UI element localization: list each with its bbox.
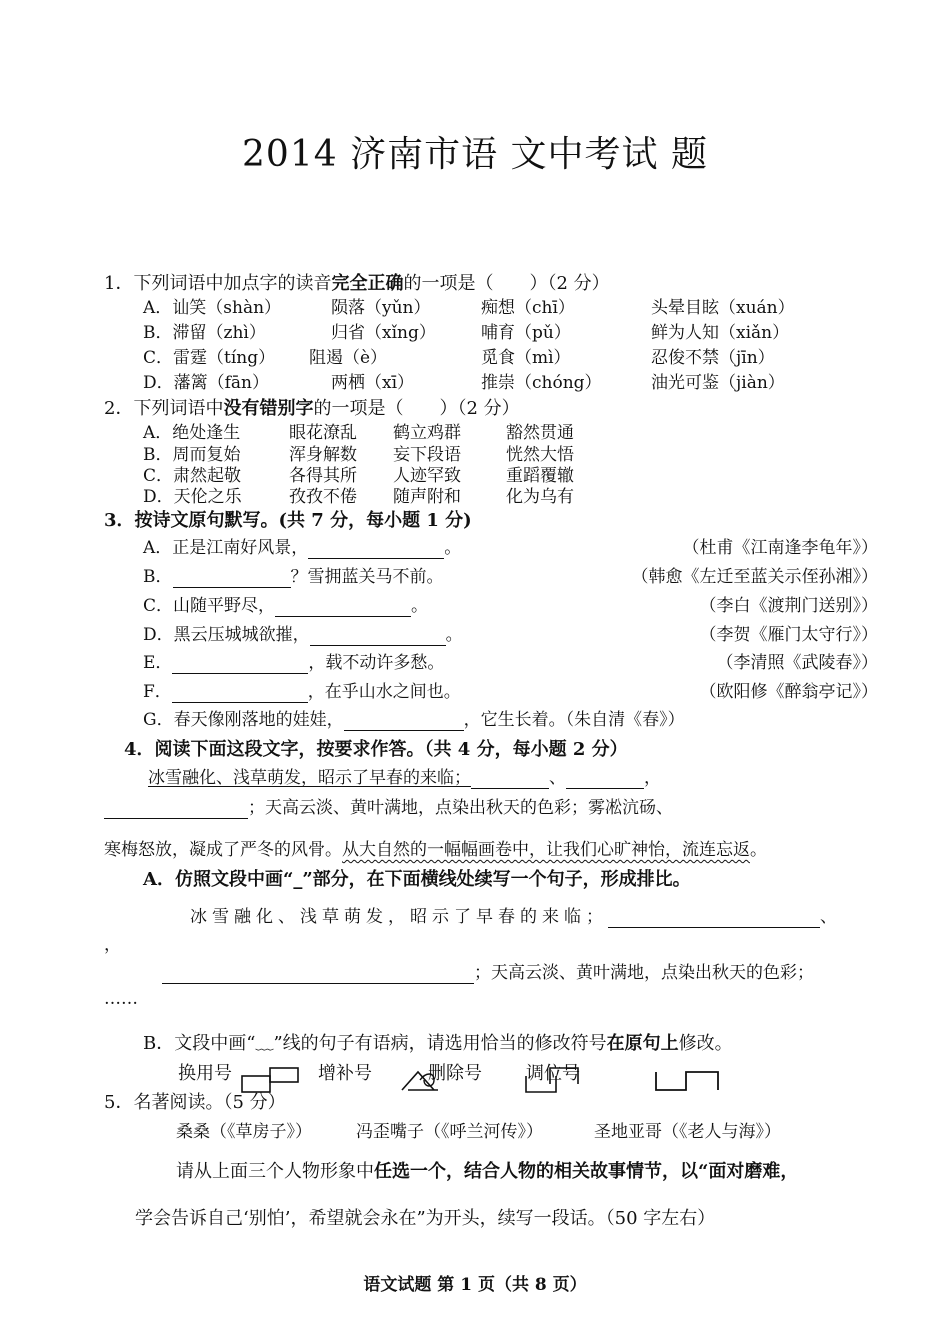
q1-option-c-word4: 忍俊不禁（jīn） xyxy=(651,348,775,368)
q4-passage-blank1[interactable] xyxy=(471,771,549,789)
q3-item-f-source: （欧阳修《醉翁亭记》） xyxy=(699,682,878,702)
q3-item-d-text: D．黑云压城城欲摧， xyxy=(143,625,310,645)
q4-a-blank1[interactable] xyxy=(608,910,820,928)
q3-item-b xyxy=(143,566,444,588)
q1-option-c-word2: 阻遏（è） xyxy=(309,348,388,368)
q4-passage-sep2: ， xyxy=(644,768,661,788)
q1-stem-tail: 的一项是（ ）（2 分） xyxy=(403,273,610,294)
q1-option-b-word4: 鲜为人知（xiǎn） xyxy=(651,323,790,343)
q3-item-g-text: G．春天像刚落地的娃娃， xyxy=(143,710,344,730)
q5-character-1: 桑桑（《草房子》） xyxy=(176,1122,312,1142)
page-footer: 语文试题 第 1 页（共 8 页） xyxy=(363,1275,587,1295)
q2-option-b-word4: 恍然大悟 xyxy=(506,445,574,465)
q4-a-line1-end: 、 xyxy=(820,907,842,927)
q3-item-f xyxy=(143,681,461,703)
q1-option-d-word4: 油光可鉴（jiàn） xyxy=(651,373,785,393)
q2-stem-emphasis: 没有错别字 xyxy=(223,398,314,419)
q2-stem xyxy=(104,398,520,420)
q1-stem-emphasis: 完全正确 xyxy=(331,273,404,294)
q3-item-f-text: F． xyxy=(143,682,172,702)
q3-item-a-source: （杜甫《江南逢李龟年》） xyxy=(682,538,878,558)
q4-b-stem-text: B．文段中画“ xyxy=(143,1033,256,1054)
q4-passage-sep1: 、 xyxy=(549,768,566,788)
q5-prompt-tail: ，以“面对磨难， xyxy=(662,1161,799,1182)
q5-prompt-line1 xyxy=(176,1161,798,1183)
q4-b-stem-emphasis: 在原句上 xyxy=(606,1033,679,1054)
q3-item-d xyxy=(143,624,463,646)
q2-option-a-word3: 鹤立鸡群 xyxy=(393,423,461,443)
page-title: 2014 济南市语 文中考试 题 xyxy=(242,134,708,175)
q1-stem xyxy=(104,273,610,295)
q2-option-b-word2: 浑身解数 xyxy=(289,445,357,465)
q1-option-a-word2: 陨落（yǔn） xyxy=(331,298,431,318)
q4-a-stem: A．仿照文段中画“_”部分，在下面横线处续写一个句子，形成排比。 xyxy=(143,869,691,890)
mark-delete-label: 删除号 xyxy=(428,1063,482,1084)
q1-option-b-word2: 归省（xǐng） xyxy=(331,323,436,343)
q1-option-d-word3: 推崇（chóng） xyxy=(481,373,602,393)
q2-option-d-word2: 孜孜不倦 xyxy=(289,487,357,507)
q3-item-c-text: C．山随平野尽， xyxy=(143,596,276,616)
q1-option-a: A．讪笑（shàn） xyxy=(143,298,282,318)
q3-item-b-tail: ？雪拥蓝关马不前。 xyxy=(290,567,444,587)
swap-mark-icon xyxy=(652,1068,722,1094)
q5-prompt-text: 请从上面三个人物形象中 xyxy=(176,1161,374,1182)
q2-option-a-word4: 豁然贯通 xyxy=(506,423,574,443)
q4-b-stem-tail: 修改。 xyxy=(678,1033,733,1054)
q4-passage-line1 xyxy=(148,767,661,789)
q3-item-e-tail: ，载不动许多愁。 xyxy=(308,653,445,673)
q3-item-d-tail: 。 xyxy=(445,625,463,645)
q3-item-c-source: （李白《渡荆门送别》） xyxy=(699,596,878,616)
q3-item-a xyxy=(143,537,461,559)
q2-option-c-word4: 重蹈覆辙 xyxy=(506,466,574,486)
q1-option-a-word3: 痴想（chī） xyxy=(481,298,575,318)
q4-passage-blank2[interactable] xyxy=(566,771,644,789)
q4-a-line2-text: ；天高云淡、黄叶满地，点染出秋天的色彩； xyxy=(474,963,814,983)
q1-option-d: D．藩篱（fān） xyxy=(143,373,270,393)
q2-option-c-word2: 各得其所 xyxy=(289,466,357,486)
q1-option-a-word4: 头晕目眩（xuán） xyxy=(651,298,795,318)
q2-option-d-word4: 化为乌有 xyxy=(506,487,574,507)
q4-underlined-sentence: 冰雪融化、浅草萌发，昭示了早春的来临； xyxy=(148,768,471,788)
q1-option-b-word3: 哺育（pǔ） xyxy=(481,323,571,343)
wavy-line-icon: ﹏ xyxy=(255,1033,274,1054)
q2-stem-tail: 的一项是（ ）（2 分） xyxy=(313,398,520,419)
q2-option-c: C．肃然起敬 xyxy=(143,466,242,486)
mark-reorder-label: 调位号 xyxy=(526,1063,580,1084)
q2-option-d-word3: 随声附和 xyxy=(393,487,461,507)
q3-item-e-source: （李清照《武陵春》） xyxy=(716,653,878,673)
q1-stem-text: 1．下列词语中加点字的读音 xyxy=(104,273,332,294)
q3-item-g-blank[interactable] xyxy=(344,713,464,731)
q4-passage-line2 xyxy=(104,797,673,819)
q4-passage-blank3[interactable] xyxy=(104,801,248,819)
q3-item-d-source: （李贺《雁门太守行》） xyxy=(699,625,878,645)
q3-item-g xyxy=(143,709,685,731)
q2-option-c-word3: 人迹罕致 xyxy=(393,466,461,486)
replace-mark-icon xyxy=(240,1066,302,1094)
q3-item-b-source: （韩愈《左迁至蓝关示侄孙湘》） xyxy=(631,567,878,587)
q3-item-d-blank[interactable] xyxy=(310,628,446,646)
q4-wavy-sentence: 从大自然的一幅幅画卷中，让我们心旷神怡，流连忘返 xyxy=(342,840,750,860)
q5-character-2: 冯歪嘴子（《呼兰河传》） xyxy=(356,1122,543,1142)
q3-item-f-blank[interactable] xyxy=(172,685,308,703)
q4-a-ellipsis: …… xyxy=(104,989,138,1009)
q3-item-b-text: B． xyxy=(143,567,173,587)
q4-b-stem xyxy=(143,1033,733,1055)
q2-option-b-word3: 妄下段语 xyxy=(393,445,461,465)
delete-mark-icon xyxy=(418,1070,446,1090)
q3-item-e xyxy=(143,652,444,674)
q3-item-b-blank[interactable] xyxy=(173,570,291,588)
q3-item-c xyxy=(143,595,428,617)
q4-b-stem-middle: ”线的句子有语病，请选用恰当的修改符号 xyxy=(273,1033,607,1054)
q3-item-a-text: A．正是江南好风景， xyxy=(143,538,309,558)
q2-option-b: B．周而复始 xyxy=(143,445,241,465)
q3-item-c-blank[interactable] xyxy=(275,599,411,617)
q1-option-d-word2: 两栖（xī） xyxy=(331,373,415,393)
q4-passage-line3 xyxy=(104,839,767,861)
q4-passage-line3-text: 寒梅怒放，凝成了严冬的风骨。 xyxy=(104,840,342,860)
q3-item-a-tail: 。 xyxy=(444,538,462,558)
q4-passage-line3-end: 。 xyxy=(750,840,767,860)
mark-insert-label: 增补号 xyxy=(318,1063,372,1084)
q5-character-3: 圣地亚哥（《老人与海》） xyxy=(594,1122,781,1142)
q2-stem-text: 2．下列词语中 xyxy=(104,398,224,419)
q1-option-c: C．雷霆（tíng） xyxy=(143,348,276,368)
q5-prompt-emphasis: 任选一个，结合人物的相关故事情节 xyxy=(374,1161,662,1182)
q4-a-line1-comma: ， xyxy=(104,935,121,955)
q2-option-d: D．天伦之乐 xyxy=(143,487,242,507)
q4-a-line1 xyxy=(190,906,842,928)
q5-stem: 5．名著阅读。（5 分） xyxy=(104,1092,286,1113)
q3-item-f-tail: ，在乎山水之间也。 xyxy=(307,682,461,702)
q4-a-blank2[interactable] xyxy=(162,966,474,984)
q4-stem: 4．阅读下面这段文字，按要求作答。（共 4 分，每小题 2 分） xyxy=(124,739,628,760)
q5-prompt-line2: 学会告诉自己‘别怕’，希望就会永在”为开头，续写一段话。（50 字左右） xyxy=(135,1208,716,1229)
q3-item-a-blank[interactable] xyxy=(308,541,444,559)
q4-a-line1-text: 冰雪融化、浅草萌发，昭示了早春的来临； xyxy=(190,907,608,927)
q1-option-c-word3: 觅食（mì） xyxy=(481,348,571,368)
q1-option-b: B．滞留（zhì） xyxy=(143,323,266,343)
q3-item-g-tail: ，它生长着。（朱自清《春》） xyxy=(463,710,685,730)
q3-stem: 3．按诗文原句默写。(共 7 分，每小题 1 分) xyxy=(104,510,472,531)
q3-item-e-text: E． xyxy=(143,653,173,673)
q2-option-a: A．绝处逢生 xyxy=(143,423,241,443)
mark-replace-label: 换用号 xyxy=(178,1063,232,1084)
q3-item-e-blank[interactable] xyxy=(172,656,308,674)
q2-option-a-word2: 眼花潦乱 xyxy=(289,423,357,443)
q4-passage-line2-text: ；天高云淡、黄叶满地，点染出秋天的色彩；雾凇沆砀、 xyxy=(248,798,673,818)
q4-a-line2 xyxy=(162,962,814,984)
q3-item-c-tail: 。 xyxy=(411,596,429,616)
reorder-mark-icon xyxy=(522,1066,582,1094)
